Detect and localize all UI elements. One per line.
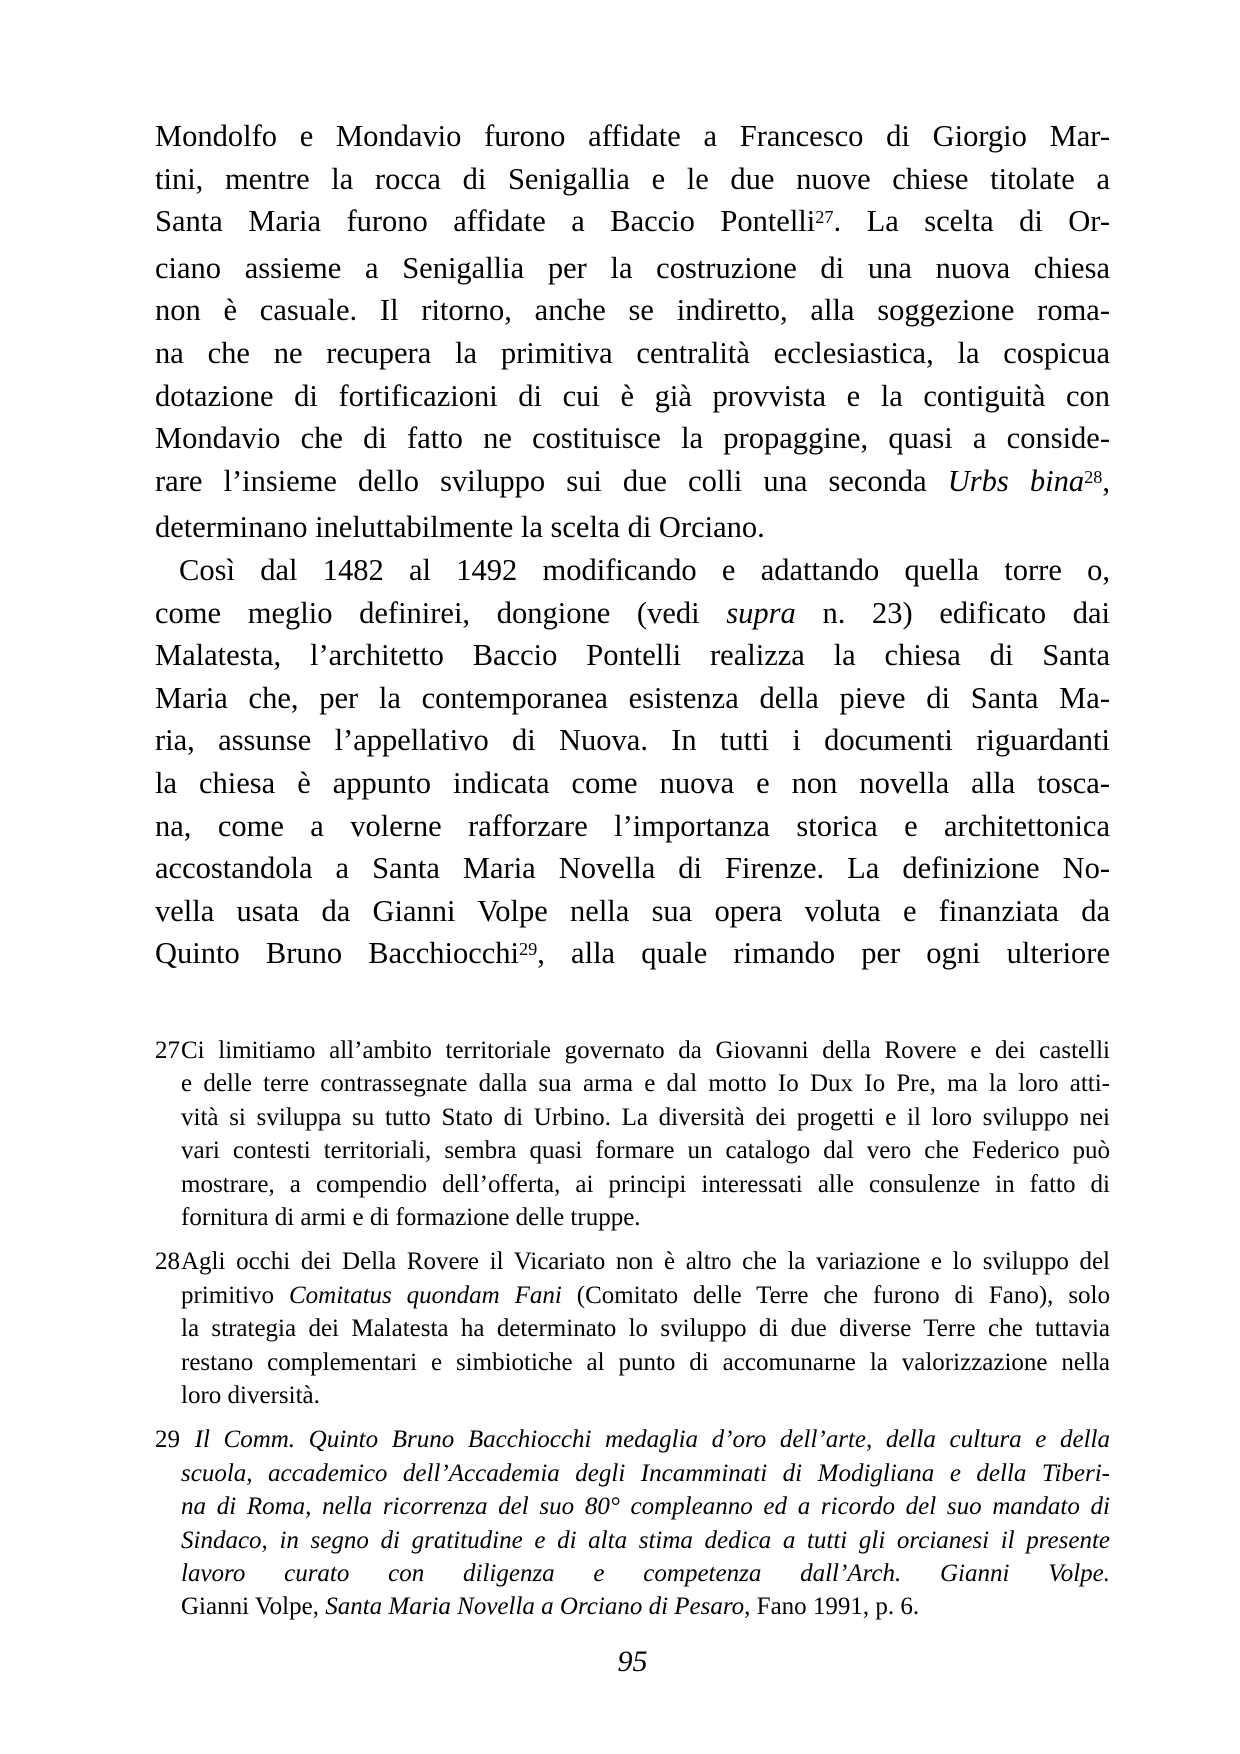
footnote-number: 28 bbox=[155, 1248, 180, 1276]
body-line bbox=[155, 375, 1110, 418]
text-run: accostandola a Santa Maria Novella di Firenze. La definizione No- bbox=[155, 851, 1110, 886]
text-run: tini, mentre la rocca di Senigallia e le due nuove chiese titolate a bbox=[155, 161, 1110, 196]
footnote-ref-28: 28 bbox=[1084, 466, 1103, 487]
footnote-29 bbox=[155, 1423, 1110, 1623]
body-line bbox=[155, 762, 1110, 805]
body-line bbox=[155, 634, 1110, 677]
text-run: Il Comm. Quinto Bruno Bacchiocchi medaglia d’oro dell’arte, della cultura e della bbox=[194, 1426, 1111, 1454]
paragraph-2 bbox=[155, 549, 1110, 979]
text-run: , alla quale rimando per ogni ulteriore bbox=[537, 936, 1110, 971]
footnote-line bbox=[181, 1201, 1110, 1234]
text-run: , bbox=[1102, 463, 1110, 498]
footnote-line bbox=[181, 1590, 1110, 1623]
text-run: na di Roma, nella ricorrenza del suo 80° compleanno ed a ricordo del suo mandato di bbox=[181, 1493, 1110, 1521]
footnote-line bbox=[181, 1101, 1110, 1134]
text-run: Comitatus quondam Fani bbox=[288, 1281, 562, 1309]
text-run: non è casuale. Il ritorno, anche se indiretto, alla soggezione roma- bbox=[155, 293, 1110, 328]
footnote-text bbox=[181, 1034, 1110, 1234]
footnote-number: 27 bbox=[155, 1036, 180, 1064]
footnote-number: 29 bbox=[155, 1426, 180, 1454]
text-run: lavoro curato con diligenza e competenza dall’Arch. Gianni Volpe. bbox=[181, 1559, 1110, 1587]
body-line bbox=[155, 289, 1110, 332]
text-run: la chiesa è appunto indicata come nuova e non novella alla tosca- bbox=[155, 765, 1110, 800]
text-run: vari contesti territoriali, sembra quasi formare un catalogo dal vero che Federico può bbox=[181, 1137, 1110, 1165]
text-run: fornitura di armi e di formazione delle truppe. bbox=[181, 1203, 641, 1231]
text-run: rare l’insieme dello sviluppo sui due colli una seconda bbox=[155, 463, 948, 498]
text-run: Santa Maria Novella a Orciano di Pesaro bbox=[325, 1593, 745, 1621]
text-run: Mondavio che di fatto ne costituisce la propaggine, quasi a conside- bbox=[155, 421, 1110, 456]
body-line bbox=[155, 247, 1110, 290]
text-run: ciano assieme a Senigallia per la costruzione di una nuova chiesa bbox=[155, 250, 1110, 285]
body-line bbox=[155, 592, 1110, 635]
text-run: Malatesta, l’architetto Baccio Pontelli realizza la chiesa di Santa bbox=[155, 638, 1110, 673]
footnote-line bbox=[181, 1524, 1110, 1557]
text-run: Urbs bina bbox=[947, 463, 1085, 498]
footnote-28 bbox=[155, 1245, 1110, 1412]
body-line bbox=[155, 549, 1110, 592]
text-run: n. 23) edificato dai bbox=[795, 595, 1111, 630]
footnote-line bbox=[181, 1557, 1110, 1590]
footnote-line bbox=[181, 1279, 1110, 1312]
text-block bbox=[155, 115, 1110, 1624]
text-run: Agli occhi dei Della Rovere il Vicariato non è altro che la variazione e lo sviluppo del bbox=[181, 1248, 1110, 1276]
text-run: Ci limitiamo all’ambito territoriale governato da Giovanni della Rovere e dei castelli bbox=[181, 1036, 1110, 1064]
text-run: Santa Maria furono affidate a Baccio Pontelli bbox=[155, 204, 816, 239]
footnote-text bbox=[181, 1423, 1110, 1623]
page-number: 95 bbox=[617, 1645, 648, 1678]
footnote-line bbox=[181, 1457, 1110, 1490]
footnote-line bbox=[181, 1490, 1110, 1523]
footnote-ref-27: 27 bbox=[815, 206, 834, 227]
footnote-line bbox=[181, 1346, 1110, 1379]
paragraph-1 bbox=[155, 115, 1110, 549]
body-line bbox=[155, 506, 1110, 549]
footnote-line bbox=[181, 1312, 1110, 1345]
text-run: determinano ineluttabilmente la scelta di Orciano. bbox=[155, 510, 765, 545]
text-run: ria, assunse l’appellativo di Nuova. In tutti i documenti riguardanti bbox=[155, 723, 1110, 758]
text-run: Mondolfo e Mondavio furono affidate a Francesco di Giorgio Mar- bbox=[155, 119, 1110, 153]
text-run: vella usata da Gianni Volpe nella sua opera voluta e finanziata da bbox=[155, 893, 1110, 928]
body-line bbox=[155, 677, 1110, 720]
footnote-line bbox=[181, 1034, 1110, 1067]
body-line bbox=[155, 115, 1110, 158]
text-run: primitivo bbox=[181, 1281, 289, 1309]
footnote-line bbox=[181, 1423, 1110, 1456]
text-run: come meglio definirei, dongione (vedi bbox=[155, 595, 727, 630]
text-run: Gianni Volpe, bbox=[181, 1593, 326, 1621]
text-run: (Comitato delle Terre che furono di Fano), solo bbox=[561, 1281, 1110, 1309]
body-line bbox=[155, 460, 1110, 507]
footnote-line bbox=[181, 1134, 1110, 1167]
text-run: la strategia dei Malatesta ha determinato lo sviluppo di due diverse Terre che tuttavia bbox=[181, 1315, 1110, 1343]
text-run: vità si sviluppa su tutto Stato di Urbino. La diversità dei progetti e il loro sviluppo nei bbox=[181, 1103, 1110, 1131]
footnotes bbox=[155, 1034, 1110, 1624]
body-line bbox=[155, 805, 1110, 848]
body-line bbox=[155, 932, 1110, 979]
text-run: Sindaco, in segno di gratitudine e di alta stima dedica a tutti gli orcianesi il presente bbox=[181, 1526, 1110, 1554]
text-run: restano complementari e simbiotiche al punto di accomunarne la valorizzazione nella bbox=[181, 1348, 1110, 1376]
text-run bbox=[181, 1426, 195, 1453]
text-run: e delle terre contrassegnate dalla sua arma e dal motto Io Dux Io Pre, ma la loro atti- bbox=[181, 1070, 1110, 1098]
text-run: supra bbox=[726, 595, 796, 630]
footnote-line bbox=[181, 1245, 1110, 1278]
text-run: na, come a volerne rafforzare l’importanza storica e architettonica bbox=[155, 808, 1110, 843]
text-run: , Fano 1991, p. 6. bbox=[744, 1593, 920, 1621]
text-run: Quinto Bruno Bacchiocchi bbox=[155, 936, 519, 971]
text-run: mostrare, a compendio dell’offerta, ai principi interessati alle consulenze in fatto di bbox=[181, 1170, 1110, 1198]
text-run: na che ne recupera la primitiva centralità ecclesiastica, la cospicua bbox=[155, 335, 1110, 370]
text-run: . La scelta di Or- bbox=[833, 204, 1110, 239]
footnote-line bbox=[181, 1168, 1110, 1201]
footnote-line bbox=[181, 1379, 1110, 1412]
text-run: dotazione di fortificazioni di cui è già provvista e la contiguità con bbox=[155, 378, 1110, 413]
footnote-text bbox=[181, 1245, 1110, 1412]
text-run: scuola, accademico dell’Accademia degli Incamminati di Modigliana e della Tiberi- bbox=[181, 1459, 1110, 1487]
body-line bbox=[155, 200, 1110, 247]
text-run: Così dal 1482 al 1492 modificando e adattando quella torre o, bbox=[179, 552, 1110, 587]
body-line bbox=[155, 332, 1110, 375]
footnote-line bbox=[181, 1067, 1110, 1100]
body-line bbox=[155, 847, 1110, 890]
text-run: loro diversità. bbox=[181, 1381, 320, 1409]
body-line bbox=[155, 890, 1110, 933]
text-run: Maria che, per la contemporanea esistenza della pieve di Santa Ma- bbox=[155, 680, 1110, 715]
footnote-ref-29: 29 bbox=[519, 939, 538, 960]
body-text bbox=[155, 115, 1110, 979]
body-line bbox=[155, 417, 1110, 460]
body-line bbox=[155, 719, 1110, 762]
body-line bbox=[155, 158, 1110, 201]
footnote-27 bbox=[155, 1034, 1110, 1234]
